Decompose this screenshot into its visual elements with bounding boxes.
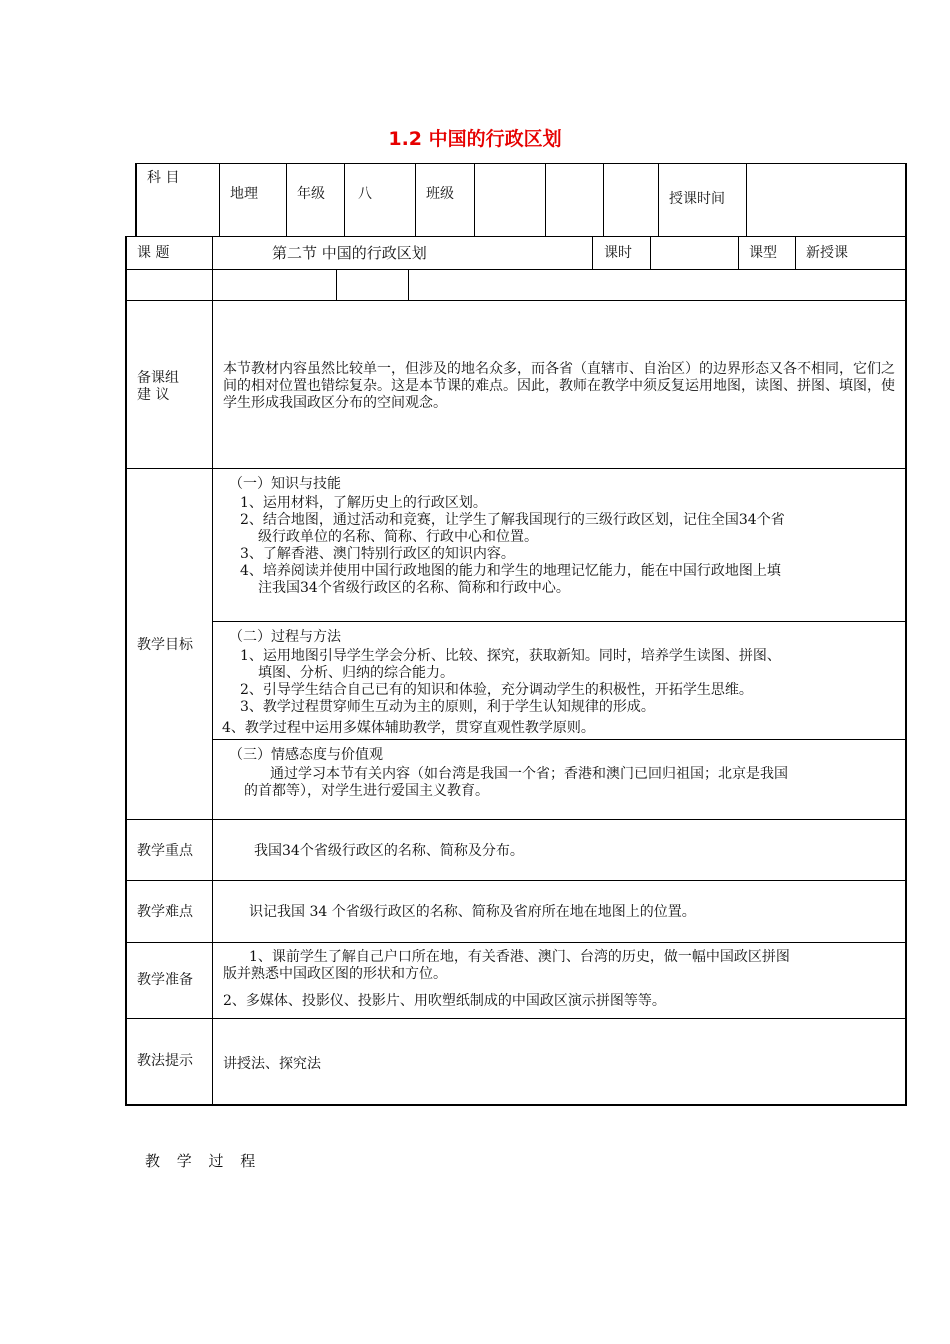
preparation-line: 版并熟悉中国政区图的形状和方位。 [223, 966, 447, 982]
objective-item: 2、结合地图，通过活动和竞赛，让学生了解我国现行的三级行政区划，记住全国34个省 [240, 512, 785, 528]
grade-value: 八 [358, 186, 372, 202]
document-title: 1.2 中国的行政区划 [388, 128, 562, 150]
suggestion-label-2: 建 议 [137, 387, 170, 403]
hours-label: 课时 [604, 245, 632, 261]
objective-section-2-title: （二）过程与方法 [229, 629, 341, 645]
class-label: 班级 [426, 186, 454, 202]
objective-item: 4、培养阅读并使用中国行政地图的能力和学生的地理记忆能力，能在中国行政地图上填 [240, 563, 781, 579]
preparation-line: 1、课前学生了解自己户口所在地，有关香港、澳门、台湾的历史，做一幅中国政区拼图 [249, 949, 790, 965]
topic-value: 第二节 中国的行政区划 [272, 244, 427, 262]
methods-label: 教法提示 [137, 1053, 193, 1069]
objectives-label: 教学目标 [137, 637, 193, 653]
grade-label: 年级 [297, 186, 325, 202]
suggestion-label-1: 备课组 [137, 370, 179, 386]
objective-item: 4、教学过程中运用多媒体辅助教学，贯穿直观性教学原则。 [222, 720, 595, 736]
key-points-text: 我国34个省级行政区的名称、简称及分布。 [254, 843, 524, 859]
suggestion-text: 本节教材内容虽然比较单一，但涉及的地名众多，而各省（直辖市、自治区）的边界形态又各不相同，它们之间的相对位置也错综复杂。这是本节课的难点。因此，教师在教学中须反复运用地图，读图、拼图、填图，使学生形成我国政区分布的空间观念。 [223, 361, 895, 411]
type-value: 新授课 [806, 245, 848, 261]
objective-item: 1、运用材料，了解历史上的行政区划。 [240, 495, 487, 511]
objective-section-1-title: （一）知识与技能 [229, 476, 341, 492]
objective-item: 1、运用地图引导学生学会分析、比较、探究，获取新知。同时，培养学生读图、拼图、 [240, 648, 781, 664]
objective-section-3-title: （三）情感态度与价值观 [229, 747, 383, 763]
subject-label: 科 目 [147, 170, 180, 186]
objective-item: 级行政单位的名称、简称、行政中心和位置。 [258, 529, 538, 545]
objective-item: 3、教学过程贯穿师生互动为主的原则，利于学生认知规律的形成。 [240, 699, 655, 715]
time-label: 授课时间 [669, 191, 725, 207]
objective-item: 填图、分析、归纳的综合能力。 [258, 665, 454, 681]
topic-label: 课 题 [137, 245, 170, 261]
preparation-line: 2、多媒体、投影仪、投影片、用吹塑纸制成的中国政区演示拼图等等。 [223, 993, 666, 1009]
subject-value: 地理 [230, 186, 258, 202]
objective-item: 注我国34个省级行政区的名称、简称和行政中心。 [258, 580, 570, 596]
key-points-label: 教学重点 [137, 843, 193, 859]
difficulties-label: 教学难点 [137, 904, 193, 920]
teaching-process-heading: 教 学 过 程 [145, 1152, 262, 1170]
objective-item: 的首都等），对学生进行爱国主义教育。 [244, 783, 489, 799]
difficulties-text: 识记我国 34 个省级行政区的名称、简称及省府所在地在地图上的位置。 [249, 904, 696, 920]
methods-text: 讲授法、探究法 [223, 1056, 321, 1072]
type-label: 课型 [749, 245, 777, 261]
objective-item: 通过学习本节有关内容（如台湾是我国一个省；香港和澳门已回归祖国；北京是我国 [270, 766, 788, 782]
objective-item: 3、了解香港、澳门特别行政区的知识内容。 [240, 546, 515, 562]
objective-item: 2、引导学生结合自己已有的知识和体验，充分调动学生的积极性，开拓学生思维。 [240, 682, 753, 698]
preparation-label: 教学准备 [137, 972, 193, 988]
